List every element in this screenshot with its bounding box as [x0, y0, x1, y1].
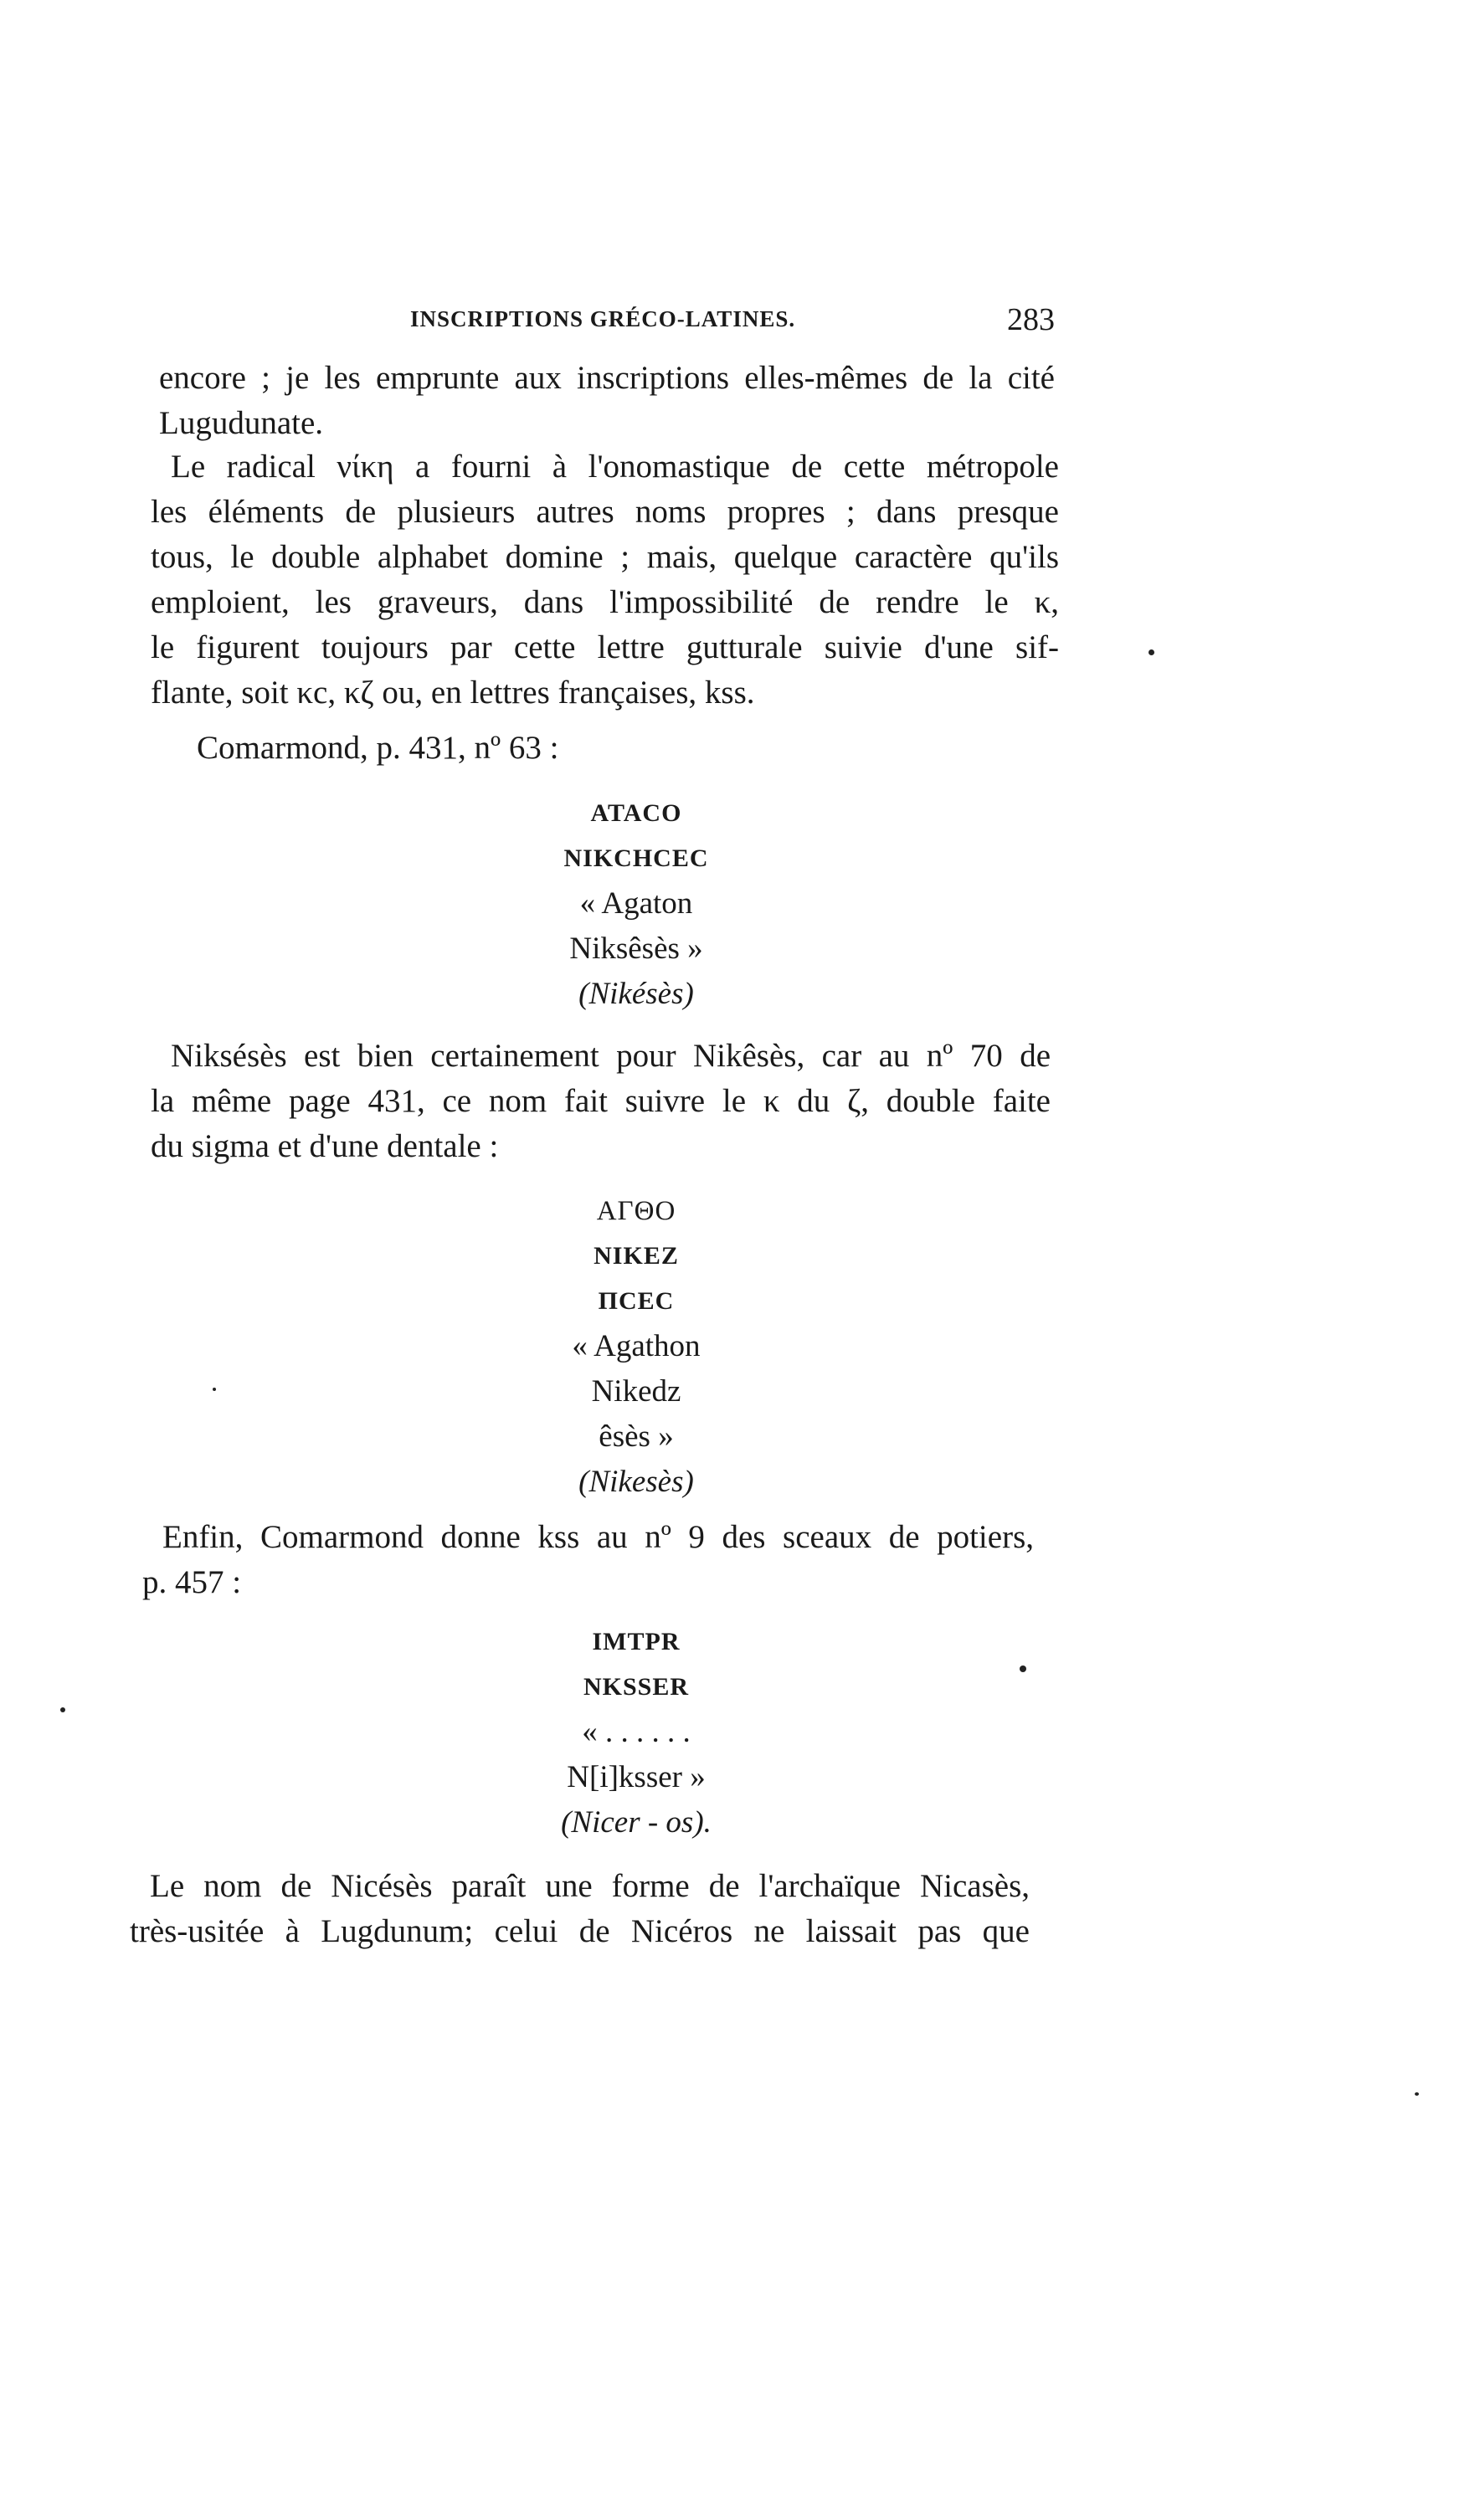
inscription-line: NKSSER [583, 1673, 690, 1701]
paragraph-line: tous, le double alphabet domine ; mais, quelque caractère qu'ils [151, 539, 1059, 575]
inscription-reading: (Nicer - os). [561, 1805, 712, 1840]
inscription-line: IMTPR [592, 1628, 681, 1655]
paragraph-line: emploient, les graveurs, dans l'impossibilité de rendre le κ, [151, 584, 1059, 620]
inscription-reading: (Nikesès) [578, 1465, 694, 1499]
paragraph-line: Lugudunate. [159, 405, 324, 441]
paragraph-2 [151, 444, 1059, 716]
inscription-line: N[i]ksser » [567, 1760, 706, 1794]
paragraph-line: Le nom de Nicésès paraît une forme de l'archaïque Nicasès, [150, 1868, 1030, 1904]
inscription-line: ΑΓΘΟ [596, 1196, 676, 1226]
comarmond-reference: Comarmond, p. 431, nº 63 : [197, 730, 559, 766]
inscription-line: ATACO [590, 799, 682, 827]
inscription-line: « Agathon [572, 1329, 701, 1363]
paragraph-line: encore ; je les emprunte aux inscriptions elles-mêmes de la cité [159, 360, 1055, 396]
scan-speck [60, 1707, 65, 1712]
inscription-agatho [469, 1188, 804, 1505]
inscription-line: NIKCHCEC [563, 844, 709, 872]
paragraph-3 [151, 1034, 1051, 1169]
inscription-line [469, 1460, 804, 1505]
paragraph-line: Niksésès est bien certainement pour Nikêsès, car au nº 70 de [171, 1038, 1051, 1074]
page-number: 283 [1007, 302, 1055, 337]
paragraph-1 [159, 356, 1055, 446]
running-head [410, 301, 1055, 343]
scan-speck [213, 1388, 216, 1391]
scan-speck [1149, 649, 1154, 655]
running-title: INSCRIPTIONS GRÉCO-LATINES. [410, 306, 796, 331]
inscription-imtpr [469, 1619, 804, 1845]
paragraph-line: Le radical νίκη a fourni à l'onomastique de cette métropole [171, 449, 1059, 485]
paragraph-line: le figurent toujours par cette lettre gutturale suivie d'une sif- [151, 629, 1059, 665]
scan-speck [1020, 1665, 1026, 1672]
inscription-line [469, 972, 804, 1017]
paragraph-line: les éléments de plusieurs autres noms propres ; dans presque [151, 494, 1059, 530]
inscription-atako [469, 791, 804, 1017]
paragraph-5 [130, 1864, 1030, 1954]
paragraph-line: p. 457 : [142, 1564, 242, 1600]
paragraph-4 [142, 1515, 1034, 1605]
paragraph-line: très-usitée à Lugdunum; celui de Nicéros ne laissait pas que [130, 1913, 1030, 1949]
inscription-reading: (Nikésès) [578, 977, 694, 1011]
scan-speck [1415, 2092, 1419, 2096]
paragraph-line: la même page 431, ce nom fait suivre le κ du ζ, double faite [151, 1083, 1051, 1119]
inscription-line [469, 1800, 804, 1845]
inscription-line: NIKEZ [594, 1242, 679, 1270]
inscription-line: « . . . . . . [582, 1715, 691, 1749]
paragraph-line: flante, soit κc, κζ ou, en lettres françaises, kss. [151, 675, 755, 711]
paragraph-line: Enfin, Comarmond donne kss au nº 9 des sceaux de potiers, [162, 1519, 1034, 1555]
inscription-line: Niksêsès » [569, 932, 703, 966]
inscription-line: êsès » [599, 1419, 674, 1454]
paragraph-line: du sigma et d'une dentale : [151, 1128, 499, 1164]
inscription-line: ΠCEC [598, 1287, 675, 1315]
inscription-line: « Agaton [579, 886, 693, 921]
inscription-line: Nikedz [591, 1374, 681, 1409]
